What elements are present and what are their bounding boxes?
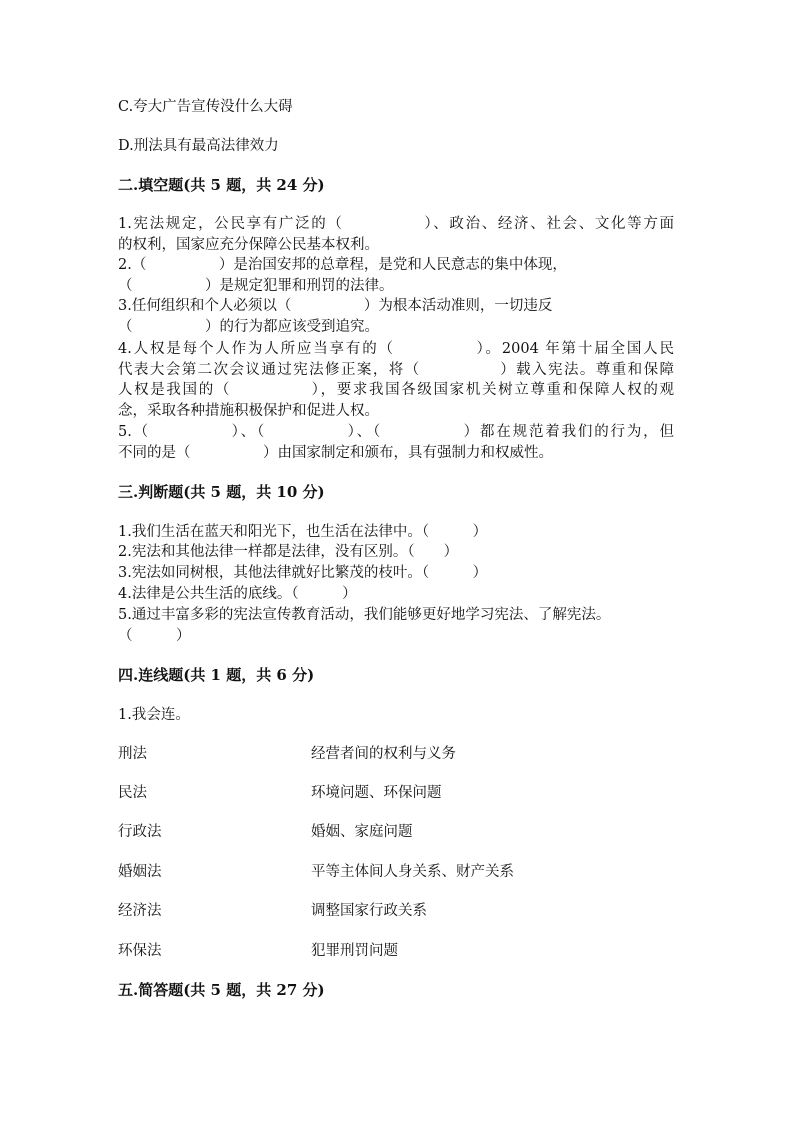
match-left-item: 民法 [118, 785, 147, 801]
match-right-item: 经营者间的权利与义务 [311, 746, 456, 762]
judge-question-2: 2.宪法和其他法律一样都是法律，没有区别。（ ） [118, 544, 459, 560]
fill-q4-line-4: 念，采取各种措施积极保护和促进人权。 [118, 402, 379, 419]
fill-q1-line-1: 1.宪法规定，公民享有广泛的（ ）、政治、经济、社会、文化等方面 [118, 216, 674, 232]
fill-q5-line-1: 5.（ ）、（ ）、（ ）都在规范着我们的行为，但 [118, 424, 674, 440]
fill-q4-line-2: 代表大会第二次会议通过宪法修正案，将（ ）载入宪法。尊重和保障 [118, 361, 674, 378]
match-left-item: 婚姻法 [118, 864, 162, 880]
fill-question-3 [118, 296, 674, 337]
fill-q2-line-2: （ ）是规定犯罪和刑罚的法律。 [118, 277, 394, 294]
match-right-item: 婚姻、家庭问题 [311, 824, 413, 840]
section-4-title: 四.连线题(共 1 题，共 6 分) [118, 666, 315, 684]
judge-question-1: 1.我们生活在蓝天和阳光下，也生活在法律中。（ ） [118, 524, 488, 540]
fill-q3-line-2: （ ）的行为都应该受到追究。 [118, 318, 379, 335]
judge-question-4: 4.法律是公共生活的底线。（ ） [118, 586, 357, 602]
match-left-item: 刑法 [118, 746, 147, 762]
match-right-item: 调整国家行政关系 [311, 903, 427, 919]
match-question-1: 1.我会连。 [118, 707, 190, 723]
fill-q1-line-2: 的权利，国家应充分保障公民基本权利。 [118, 236, 379, 253]
match-right-item: 平等主体间人身关系、财产关系 [311, 864, 514, 880]
judge-question-5 [118, 605, 674, 646]
option-d: D.刑法具有最高法律效力 [118, 138, 279, 154]
match-left-item: 经济法 [118, 903, 162, 919]
fill-question-2 [118, 255, 674, 296]
section-3-title: 三.判断题(共 5 题，共 10 分) [118, 483, 325, 501]
fill-q3-line-1: 3.任何组织和个人必须以（ ）为根本活动准则，一切违反 [118, 298, 553, 314]
fill-q5-line-2: 不同的是（ ）由国家制定和颁布，具有强制力和权威性。 [118, 444, 553, 461]
fill-question-5 [118, 422, 674, 463]
match-left-item: 行政法 [118, 824, 162, 840]
fill-question-1 [118, 214, 674, 255]
fill-q4-line-3: 人权是我国的（ ），要求我国各级国家机关树立尊重和保障人权的观 [118, 382, 674, 398]
section-5-title: 五.简答题(共 5 题，共 27 分) [118, 981, 325, 999]
option-c: C.夸大广告宣传没什么大碍 [118, 99, 293, 115]
match-right-item: 环境问题、环保问题 [311, 785, 442, 801]
section-2-title: 二.填空题(共 5 题，共 24 分) [118, 176, 325, 194]
judge-q5-line-1: 5.通过丰富多彩的宪法宣传教育活动，我们能够更好地学习宪法、了解宪法。 [118, 607, 611, 623]
judge-q5-line-2: （ ） [118, 627, 191, 644]
match-right-item: 犯罪刑罚问题 [311, 943, 398, 959]
judge-question-3: 3.宪法如同树根，其他法律就好比繁茂的枝叶。（ ） [118, 565, 488, 581]
fill-question-4 [118, 339, 674, 421]
match-left-item: 环保法 [118, 943, 162, 959]
fill-q2-line-1: 2.（ ）是治国安邦的总章程，是党和人民意志的集中体现， [118, 257, 567, 273]
fill-q4-line-1: 4.人权是每个人作为人所应当享有的（ ）。2004 年第十届全国人民 [118, 341, 674, 357]
